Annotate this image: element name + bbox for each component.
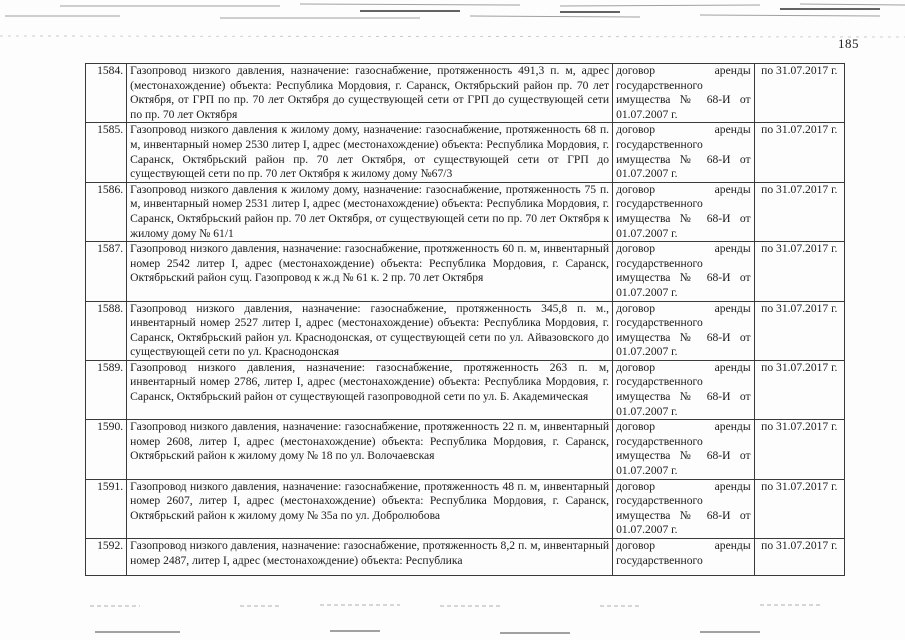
basis-document: договор аренды государственного имущества № 68-И от 01.07.2007 г. (613, 420, 755, 479)
row-number: 1591. (86, 479, 127, 538)
term-date: по 31.07.2017 г. (754, 242, 844, 301)
row-number: 1592. (86, 539, 127, 576)
scan-noise-bottom (0, 600, 905, 640)
row-number: 1584. (86, 64, 127, 123)
object-description: Газопровод низкого давления к жилому дому, назначение: газоснабжение, протяженность 75 п. м, инвентарный номер 2531 литер I, адрес (местонахождение) объекта: Республика Мордовия, г. Саранск, Октябрьский район пр. 70 лет Октября, от существующей сети по пр. 70 лет Октября к жилому дому № 61/1 (127, 182, 613, 241)
object-description: Газопровод низкого давления, назначение: газоснабжение, протяженность 263 п. м, инвентарный номер 2786, литер I, адрес (местонахождение) объекта: Республика Мордовия, г. Саранск, Октябрьский район от существующей газопроводной сети по ул. Б. Академическая (127, 360, 613, 419)
object-description: Газопровод низкого давления, назначение: газоснабжение, протяженность 345,8 п. м., инвентарный номер 2527 литер I, адрес (местонахождение) объекта: Республика Мордовия, г. Саранск, Октябрьский район ул. Краснодонская, от существующей сети по ул. Айвазовского до существующей сети по ул. Краснодонская (127, 301, 613, 360)
basis-document: договор аренды государственного имущества № 68-И от 01.07.2007 г. (613, 301, 755, 360)
table-row (86, 539, 845, 576)
table-row (86, 420, 845, 479)
object-description: Газопровод низкого давления, назначение: газоснабжение, протяженность 491,3 п. м, адрес (местонахождение) объекта: Республика Мордовия, г. Саранск, Октябрьский район пр. 70 лет Октября, от ГРП по пр. 70 лет Октября до существующей сети от ГРП до существующей сети по пр. 70 лет Октября (127, 64, 613, 123)
term-date: по 31.07.2017 г. (754, 123, 844, 182)
basis-document: договор аренды государственного имущества № 68-И от 01.07.2007 г. (613, 64, 755, 123)
page-number: 185 (838, 36, 859, 51)
table-row (86, 242, 845, 301)
table-row (86, 360, 845, 419)
object-description: Газопровод низкого давления, назначение: газоснабжение, протяженность 48 п. м, инвентарный номер 2607, литер I, адрес (местонахождение) объекта: Республика Мордовия, г. Саранск, Октябрьский район к жилому дому № 35а по ул. Добролюбова (127, 479, 613, 538)
object-description: Газопровод низкого давления, назначение: газоснабжение, протяженность 8,2 п. м, инвентарный номер 2487, литер I, адрес (местонахождение) объекта: Республика (127, 539, 613, 576)
basis-document: договор аренды государственного имущества № 68-И от 01.07.2007 г. (613, 360, 755, 419)
basis-document: договор аренды государственного имущества № 68-И от 01.07.2007 г. (613, 479, 755, 538)
row-number: 1589. (86, 360, 127, 419)
scan-noise-top (0, 0, 905, 40)
term-date: по 31.07.2017 г. (754, 360, 844, 419)
basis-document: договор аренды государственного имущества № 68-И от 01.07.2007 г. (613, 123, 755, 182)
basis-document: договор аренды государственного имущества № 68-И от 01.07.2007 г. (613, 182, 755, 241)
table-row (86, 123, 845, 182)
registry-table (85, 63, 845, 576)
table-row (86, 182, 845, 241)
row-number: 1585. (86, 123, 127, 182)
object-description: Газопровод низкого давления, назначение: газоснабжение, протяженность 22 п. м, инвентарный номер 2608, литер I, адрес (местонахождение) объекта: Республика Мордовия, г. Саранск, Октябрьский район к жилому дому № 18 по ул. Волочаевская (127, 420, 613, 479)
object-description: Газопровод низкого давления, назначение: газоснабжение, протяженность 60 п. м, инвентарный номер 2542 литер I, адрес (местонахождение) объекта: Республика Мордовия, г. Саранск, Октябрьский район сущ. Газопровод к ж.д № 61 к. 2 пр. 70 лет Октября (127, 242, 613, 301)
term-date: по 31.07.2017 г. (754, 420, 844, 479)
row-number: 1588. (86, 301, 127, 360)
term-date: по 31.07.2017 г. (754, 64, 844, 123)
term-date: по 31.07.2017 г. (754, 182, 844, 241)
term-date: по 31.07.2017 г. (754, 539, 844, 576)
term-date: по 31.07.2017 г. (754, 301, 844, 360)
object-description: Газопровод низкого давления к жилому дому, назначение: газоснабжение, протяженность 68 п. м, инвентарный номер 2530 литер I, адрес (местонахождение) объекта: Республика Мордовия, г. Саранск, Октябрьский район пр. 70 лет Октября, от существующей сети от ГРП до существующей сети по пр. 70 лет Октября к жилому дому №67/3 (127, 123, 613, 182)
basis-document: договор аренды государственного имущества № 68-И от 01.07.2007 г. (613, 242, 755, 301)
table-row (86, 479, 845, 538)
row-number: 1587. (86, 242, 127, 301)
table-row (86, 301, 845, 360)
row-number: 1586. (86, 182, 127, 241)
basis-document: договор аренды государственного (613, 539, 755, 576)
term-date: по 31.07.2017 г. (754, 479, 844, 538)
table-row (86, 64, 845, 123)
row-number: 1590. (86, 420, 127, 479)
